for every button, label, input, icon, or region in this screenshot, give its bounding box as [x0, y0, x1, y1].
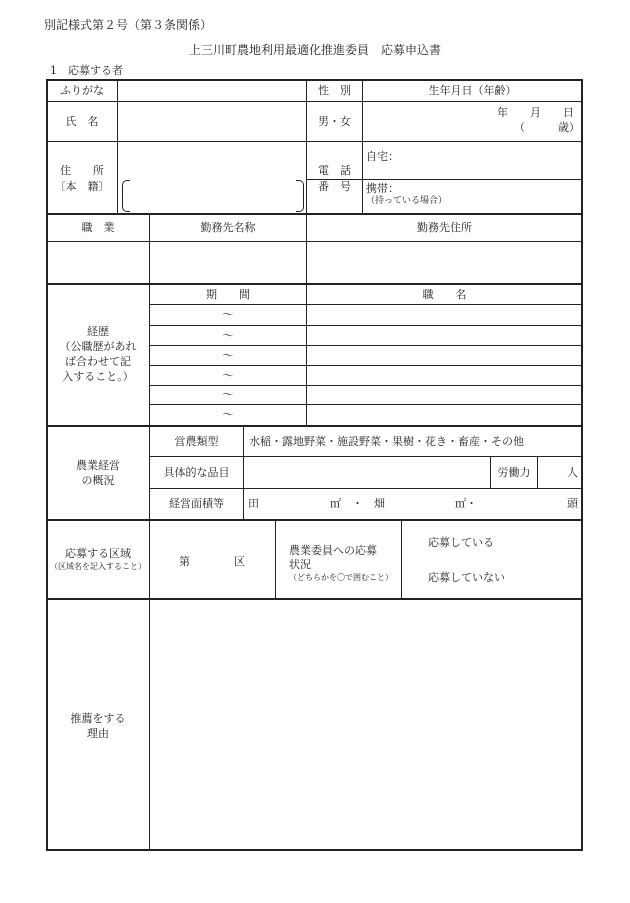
applied-option[interactable]: 応募している [428, 536, 494, 549]
phone-label-2: 番 号 [318, 180, 351, 193]
birth-date-field[interactable]: 年 月 日 [497, 106, 574, 119]
career-label-4: 入すること。） [62, 370, 134, 383]
phone-mobile-label[interactable]: 携帯： [366, 182, 399, 195]
items-field[interactable] [245, 458, 489, 487]
domicile-bracket-left [122, 180, 130, 212]
occupation-field[interactable] [48, 243, 148, 282]
form-title: 上三川町農地利用最適化推進委員 応募申込書 [188, 43, 441, 57]
not-applied-option[interactable]: 応募していない [428, 571, 505, 584]
name-field[interactable] [118, 102, 305, 140]
labor-unit[interactable]: 人 [567, 466, 578, 479]
career-period-row[interactable]: ～ [222, 329, 234, 342]
furigana-field[interactable] [118, 81, 305, 101]
career-period-row[interactable]: ～ [222, 349, 234, 362]
domicile-field[interactable] [130, 180, 295, 210]
phone-home-label[interactable]: 自宅： [366, 150, 399, 163]
career-period-row[interactable]: ～ [222, 308, 234, 321]
agri-committee-label-2: 状況 [289, 558, 311, 571]
period-header: 期 間 [206, 288, 250, 301]
career-label-2: （公職歴があれ [59, 340, 137, 353]
area-unit-2: ㎡・ [455, 497, 477, 510]
address-label: 住 所 [60, 164, 104, 177]
region-note: （区域名を記入すること） [50, 562, 146, 571]
workplace-address-header: 勤務先住所 [417, 221, 472, 234]
agri-committee-label: 農業委員への応募 [289, 544, 377, 557]
phone-mobile-note: （持っている場合） [366, 196, 448, 206]
paddy-field-label[interactable]: 田 [248, 497, 259, 510]
domicile-bracket-right [296, 180, 304, 212]
workplace-field[interactable] [151, 243, 305, 282]
career-label-3: ば合わせて記 [65, 355, 131, 368]
birth-age-field[interactable]: （ 歳） [514, 121, 580, 134]
job-title-header: 職 名 [422, 288, 467, 301]
address-field[interactable] [118, 142, 305, 178]
farm-overview-label-2: の概況 [81, 474, 115, 487]
sex-header: 性 別 [318, 84, 351, 97]
career-period-row[interactable]: ～ [222, 388, 234, 401]
workplace-address-field[interactable] [308, 243, 582, 282]
phone-label: 電 話 [318, 164, 351, 177]
district-field[interactable]: 第 区 [179, 555, 245, 568]
domicile-label: 〔本 籍〕 [54, 180, 110, 193]
reason-field[interactable] [151, 601, 581, 849]
area-unit-1: ㎡ ・ 畑 [330, 497, 385, 510]
reason-label-2: 理由 [87, 727, 109, 740]
occupation-header: 職 業 [81, 221, 115, 234]
farm-overview-label: 農業経営 [76, 459, 120, 472]
region-label: 応募する区域 [65, 547, 131, 560]
items-label: 具体的な品目 [163, 466, 230, 479]
sex-options[interactable]: 男・女 [318, 115, 351, 128]
head-unit[interactable]: 頭 [567, 497, 578, 510]
labor-label: 労働力 [497, 466, 531, 479]
section-heading: 1 応募する者 [50, 64, 123, 77]
furigana-label: ふりがな [60, 84, 104, 97]
area-label: 経営面積等 [169, 497, 224, 510]
career-period-row[interactable]: ～ [222, 408, 234, 421]
birth-header: 生年月日（年齢） [428, 84, 517, 97]
form-code: 別記様式第２号（第３条関係） [44, 18, 213, 32]
farming-type-options[interactable]: 水稲・露地野菜・施設野菜・果樹・花き・畜産・その他 [249, 435, 524, 448]
name-label: 氏 名 [65, 115, 99, 128]
career-period-row[interactable]: ～ [222, 369, 234, 382]
farming-type-label: 営農類型 [174, 435, 219, 448]
reason-label: 推薦をする [70, 712, 126, 725]
agri-committee-note: （どちらかを〇で囲むこと） [289, 573, 393, 582]
career-label: 経歴 [87, 325, 109, 338]
workplace-header: 勤務先名称 [200, 221, 256, 234]
